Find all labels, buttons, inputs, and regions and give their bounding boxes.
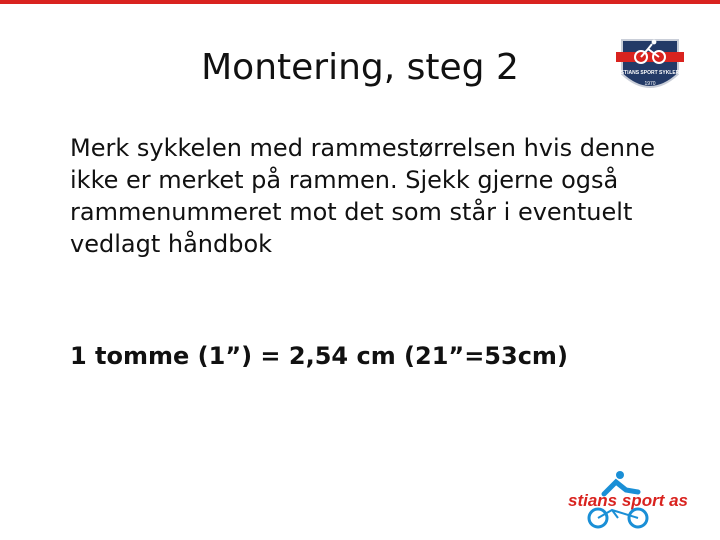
- slide-title: Montering, steg 2: [201, 47, 519, 88]
- brand-name: stians sport as: [568, 491, 688, 510]
- top-accent-bar: [0, 0, 720, 4]
- conversion-formula: 1 tomme (1”) = 2,54 cm (21”=53cm): [70, 342, 568, 370]
- badge-text: STIANS SPORT SYKLER: [620, 70, 680, 76]
- body-paragraph: Merk sykkelen med rammestørrelsen hvis denne ikke er merket på rammen. Sjekk gjerne også rammenummeret mot det som står i eventuelt vedlagt håndbok: [70, 134, 655, 258]
- badge-year: 1970: [644, 81, 656, 87]
- cyclist-logo-icon: [546, 470, 710, 530]
- cyclist-shield-badge-icon: [614, 30, 686, 100]
